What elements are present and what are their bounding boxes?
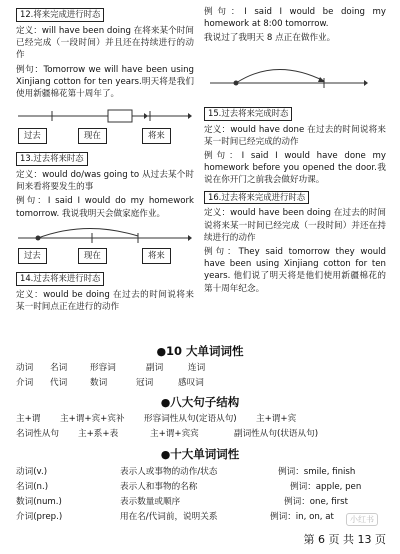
word-class-example: 例词：smile, finish	[278, 467, 356, 477]
timeline-box-now: 现在	[78, 248, 107, 264]
section-12-example: 例句：Tomorrow we will have been using Xinjiang cotton for ten years.明天将是我们使用新疆棉花第十周年了。	[16, 64, 194, 99]
ten-parts-of-speech-title: 10 大单词词性	[166, 344, 244, 358]
structure-item: 名词性从句	[16, 429, 59, 439]
word-class-table-title: 十大单词词性	[170, 447, 240, 461]
pos-item: 连词	[188, 363, 206, 373]
bullet-icon: ●	[160, 448, 171, 461]
structure-item: 主+谓+宾	[256, 414, 297, 424]
word-class-desc: 用在名/代词前，说明关系	[120, 512, 218, 522]
structure-item: 主+系+表	[78, 429, 119, 439]
word-class-desc: 表示人和事物的名称	[120, 482, 198, 492]
section-14-example: 例句：I said I would be doing my homework at 8:00 tomorrow.	[204, 7, 386, 30]
section-16-example: 例句：They said tomorrow they would have been using Xinjiang cotton for ten years. 他们说了明天将是他们使用新疆棉花的第十周年纪念。	[204, 247, 386, 294]
pos-item: 介词	[16, 378, 34, 388]
pos-item: 副词	[146, 363, 164, 373]
section-13-title: 13.过去将来时态	[16, 152, 88, 166]
word-class-desc: 表示人或事物的动作/状态	[120, 467, 218, 477]
pos-item: 动词	[16, 363, 34, 373]
word-class-table-heading	[0, 446, 400, 463]
section-12-title: 12.将来完成进行时态	[16, 8, 104, 22]
word-class-name: 数词(num.)	[16, 497, 62, 507]
section-14-translation: 我说过了我明天 8 点正在做作业。	[204, 33, 336, 44]
section-16-definition: 定义：would have been doing 在过去的时间说将来某一时间已经完成（一段时间）并还在持续进行的动作	[204, 208, 386, 243]
pos-item: 冠词	[136, 378, 154, 388]
watermark-logo: 小红书	[346, 513, 378, 526]
word-class-example: 例词：in, on, at	[270, 512, 334, 522]
section-15-definition: 定义：would have done 在过去的时间说将来某一时间已经完成的动作	[204, 124, 386, 147]
bullet-icon: ●	[160, 396, 171, 409]
timeline-box-now: 现在	[78, 128, 107, 144]
structure-item: 主+谓+宾+宾补	[60, 414, 125, 424]
word-class-name: 介词(prep.)	[16, 512, 63, 522]
right-column	[204, 6, 386, 297]
word-class-desc: 表示数量或顺序	[120, 497, 181, 507]
word-class-example: 例词：apple, pen	[290, 482, 362, 492]
timeline-diagram-14	[204, 49, 380, 103]
timeline-box-past: 过去	[18, 128, 47, 144]
structure-item: 主+谓+宾宾	[150, 429, 199, 439]
structure-item: 副词性从句(状语从句)	[234, 429, 319, 439]
ten-parts-of-speech-heading	[0, 343, 400, 360]
eight-sentence-structures-heading	[0, 394, 400, 411]
bullet-icon: ●	[156, 345, 167, 358]
section-13-example: 例句：I said I would do my homework tomorrow. 我说我明天会做家庭作业。	[16, 196, 194, 219]
section-12-definition: 定义：will have been doing 在将来某个时间已经完成（一段时间）并且还在持续进行的动作	[16, 25, 194, 61]
word-class-name: 动词(v.)	[16, 467, 48, 477]
section-15-title: 15.过去将来完成时态	[204, 107, 292, 121]
structure-item: 主+谓	[16, 414, 41, 424]
word-class-name: 名词(n.)	[16, 482, 49, 492]
left-column	[16, 6, 194, 315]
section-14-title: 14.过去将来进行时态	[16, 272, 104, 286]
section-16-title: 16.过去将来完成进行时态	[204, 191, 309, 205]
timeline-arrow-14	[204, 49, 386, 103]
pos-item: 代词	[50, 378, 68, 388]
word-class-example: 例词：one, first	[284, 497, 349, 507]
section-14-definition: 定义：would be doing 在过去的时间说将来某一时间点正在进行的动作	[16, 289, 194, 312]
pos-item: 感叹词	[178, 378, 204, 388]
structure-item: 形容词性从句(定语从句)	[144, 414, 237, 424]
pos-item: 数词	[90, 378, 108, 388]
timeline-diagram-13	[16, 224, 192, 268]
timeline-box-future: 将来	[142, 248, 171, 264]
section-13-definition: 定义：would do/was going to 从过去某个时间来看将要发生的事	[16, 170, 194, 193]
page-footer: 第 6 页 共 13 页	[303, 533, 386, 547]
pos-item: 形容词	[90, 363, 116, 373]
timeline-diagram-12	[16, 104, 192, 148]
timeline-box-past: 过去	[18, 248, 47, 264]
pos-item: 名词	[50, 363, 68, 373]
timeline-box-future: 将来	[142, 128, 171, 144]
section-15-example: 例句：I said I would have done my homework before you opened the door.我说在你开门之前我会做好功课。	[204, 150, 386, 186]
eight-sentence-structures-title: 八大句子结构	[170, 395, 240, 409]
